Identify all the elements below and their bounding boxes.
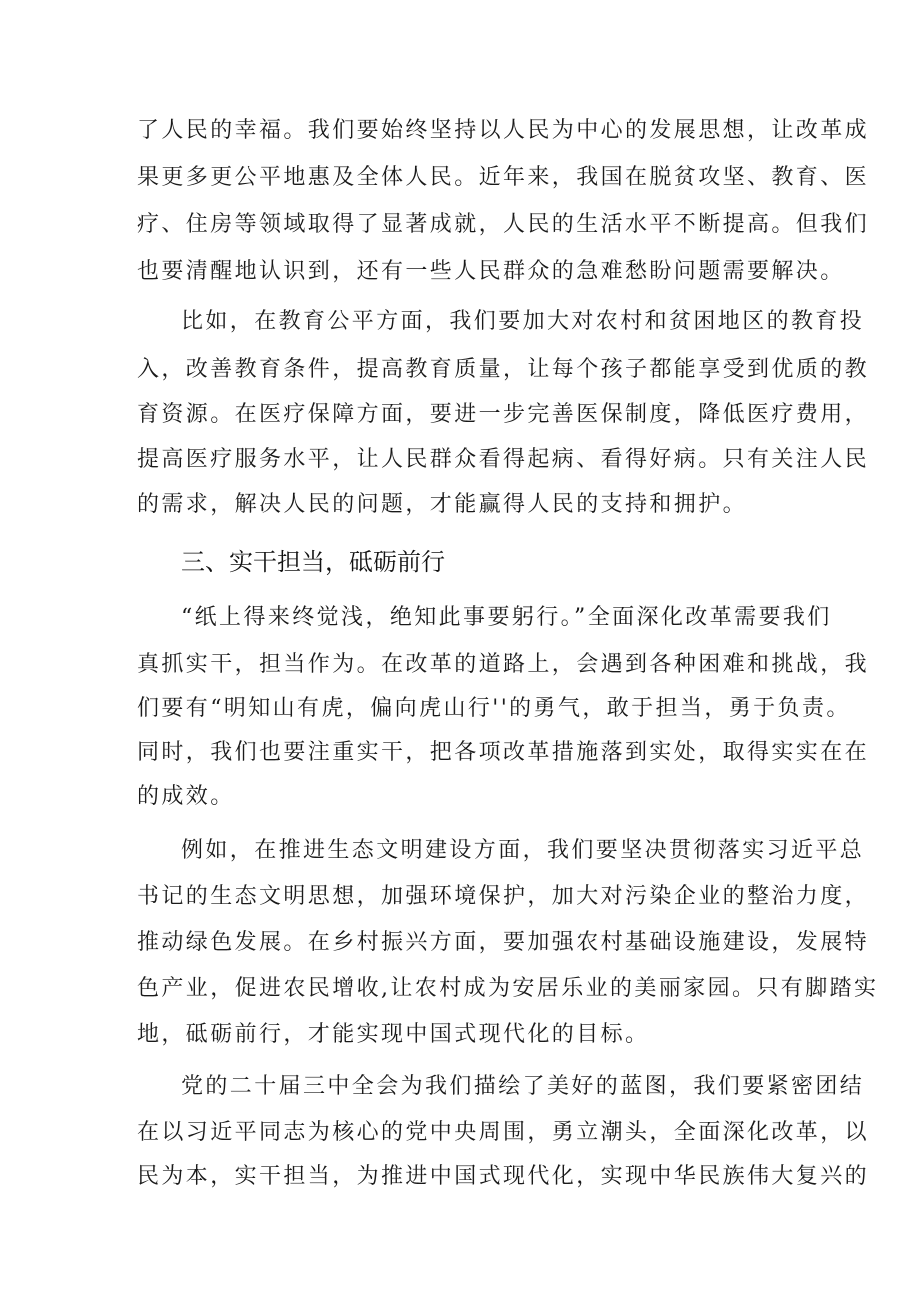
text-line: 也要清醒地认识到，还有一些人民群众的急难愁盼问题需要解决。	[137, 259, 845, 284]
text-line: 们要有“明知山有虎，偏向虎山行''的勇气，敢于担当，勇于负责。	[137, 696, 851, 721]
text-line: “纸上得来终觉浅，绝知此事要躬行。”全面深化改革需要我们	[181, 605, 832, 630]
text-line: 了人民的幸福。我们要始终坚持以人民为中心的发展思想，让改革成	[137, 118, 870, 143]
text-line: 民为本，实干担当，为推进中国式现代化，实现中华民族伟大复兴的	[137, 1164, 870, 1189]
text-line: 提高医疗服务水平，让人民群众看得起病、看得好病。只有关注人民	[137, 447, 870, 472]
text-line: 书记的生态文明思想，加强环境保护，加大对污染企业的整治力度，	[137, 884, 870, 909]
text-line: 色产业，促进农民增收,让农村成为安居乐业的美丽家园。只有脚踏实	[137, 976, 879, 1001]
section-heading: 三、实干担当，砥砺前行	[181, 548, 445, 576]
text-line: 推动绿色发展。在乡村振兴方面，要加强农村基础设施建设，发展特	[137, 930, 870, 955]
text-line: 例如，在推进生态文明建设方面，我们要坚决贯彻落实习近平总	[181, 838, 865, 863]
text-line: 比如，在教育公平方面，我们要加大对农村和贫困地区的教育投	[181, 309, 865, 334]
text-line: 在以习近平同志为核心的党中央周围，勇立潮头，全面深化改革，以	[137, 1120, 870, 1145]
text-line: 入，改善教育条件，提高教育质量，让每个孩子都能享受到优质的教	[137, 357, 870, 382]
text-line: 的成效。	[137, 784, 235, 809]
text-line: 地，砥砺前行，才能实现中国式现代化的目标。	[137, 1022, 650, 1047]
text-line: 同时，我们也要注重实干，把各项改革措施落到实处，取得实实在在	[137, 740, 870, 765]
text-line: 疗、住房等领域取得了显著成就，人民的生活水平不断提高。但我们	[137, 212, 870, 237]
text-line: 党的二十届三中全会为我们描绘了美好的蓝图，我们要紧密团结	[181, 1074, 865, 1099]
text-line: 果更多更公平地惠及全体人民。近年来，我国在脱贫攻坚、教育、医	[137, 165, 870, 190]
text-line: 真抓实干，担当作为。在改革的道路上，会遇到各种困难和挑战，我	[137, 652, 870, 677]
text-line: 育资源。在医疗保障方面，要进一步完善医保制度，降低医疗费用，	[137, 402, 870, 427]
text-line: 的需求，解决人民的问题，才能赢得人民的支持和拥护。	[137, 492, 748, 517]
